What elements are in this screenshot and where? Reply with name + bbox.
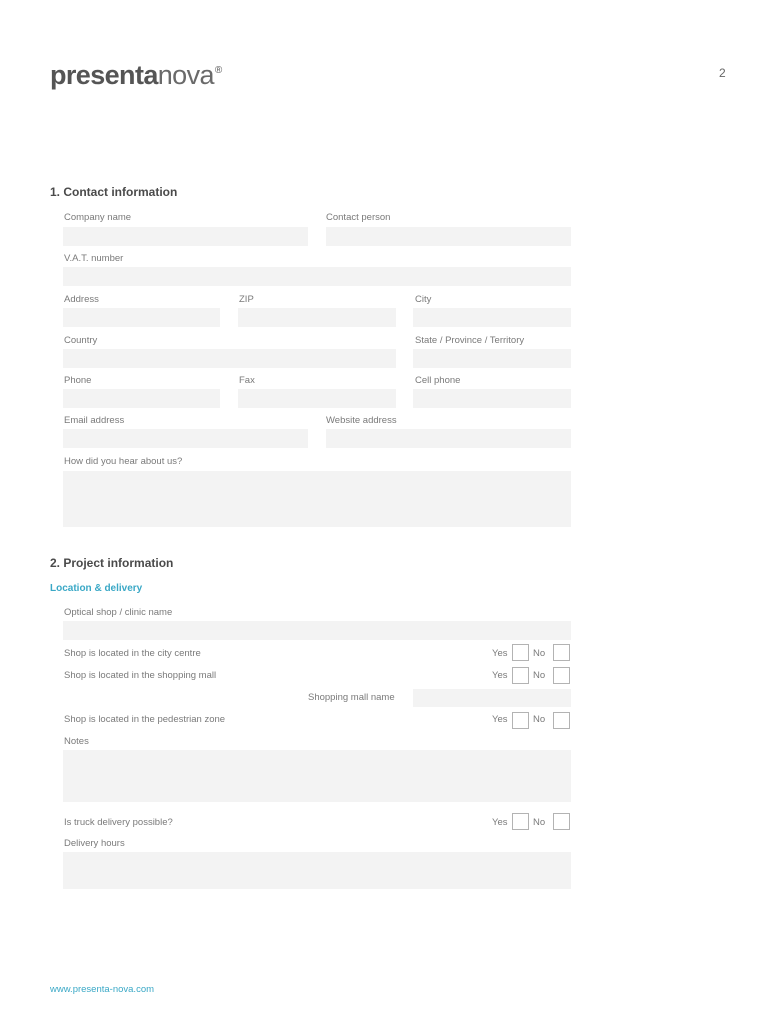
shop-name-label: Optical shop / clinic name (64, 607, 173, 618)
contact-person-field[interactable] (326, 227, 571, 246)
hear-about-textarea[interactable] (63, 471, 571, 527)
fax-label: Fax (239, 375, 255, 386)
city-centre-yes-checkbox[interactable] (512, 644, 529, 661)
pedestrian-zone-yes-checkbox[interactable] (512, 712, 529, 729)
project-section-title: 2. Project information (50, 556, 174, 570)
truck-delivery-label: Is truck delivery possible? (64, 817, 173, 828)
zip-field[interactable] (238, 308, 396, 327)
state-field[interactable] (413, 349, 571, 368)
city-label: City (415, 294, 432, 305)
cell-phone-field[interactable] (413, 389, 571, 408)
hear-about-label: How did you hear about us? (64, 456, 183, 467)
shopping-mall-yes-label: Yes (492, 670, 508, 681)
city-centre-label: Shop is located in the city centre (64, 648, 201, 659)
shop-name-field[interactable] (63, 621, 571, 640)
country-label: Country (64, 335, 98, 346)
pedestrian-zone-label: Shop is located in the pedestrian zone (64, 714, 226, 725)
logo-regular-text: nova (157, 60, 214, 90)
address-label: Address (64, 294, 99, 305)
truck-delivery-yes-label: Yes (492, 817, 508, 828)
website-label: Website address (326, 415, 397, 426)
page-number: 2 (719, 66, 726, 80)
contact-person-label: Contact person (326, 212, 391, 223)
phone-label: Phone (64, 375, 92, 386)
pedestrian-zone-no-checkbox[interactable] (553, 712, 570, 729)
logo-bold-text: presenta (50, 60, 158, 90)
website-field[interactable] (326, 429, 571, 448)
city-centre-no-checkbox[interactable] (553, 644, 570, 661)
city-field[interactable] (413, 308, 571, 327)
notes-label: Notes (64, 736, 89, 747)
truck-delivery-yes-checkbox[interactable] (512, 813, 529, 830)
email-field[interactable] (63, 429, 308, 448)
zip-label: ZIP (239, 294, 254, 305)
mall-name-label: Shopping mall name (308, 692, 395, 703)
mall-name-field[interactable] (413, 689, 571, 707)
registered-mark: ® (214, 65, 222, 76)
location-delivery-subtitle: Location & delivery (50, 583, 143, 594)
company-name-field[interactable] (63, 227, 308, 246)
country-field[interactable] (63, 349, 396, 368)
delivery-hours-label: Delivery hours (64, 838, 125, 849)
state-label: State / Province / Territory (415, 335, 525, 346)
contact-section-title: 1. Contact information (50, 185, 178, 199)
shopping-mall-yes-checkbox[interactable] (512, 667, 529, 684)
shopping-mall-label: Shop is located in the shopping mall (64, 670, 217, 681)
pedestrian-zone-no-label: No (533, 714, 546, 725)
truck-delivery-no-label: No (533, 817, 546, 828)
delivery-hours-textarea[interactable] (63, 852, 571, 889)
pedestrian-zone-yes-label: Yes (492, 714, 508, 725)
truck-delivery-no-checkbox[interactable] (553, 813, 570, 830)
fax-field[interactable] (238, 389, 396, 408)
notes-textarea[interactable] (63, 750, 571, 802)
phone-field[interactable] (63, 389, 220, 408)
vat-number-field[interactable] (63, 267, 571, 286)
footer-website-link[interactable]: www.presenta-nova.com (50, 984, 155, 995)
shopping-mall-no-label: No (533, 670, 546, 681)
presentanova-logo (50, 58, 222, 92)
email-label: Email address (64, 415, 125, 426)
company-name-label: Company name (64, 212, 132, 223)
city-centre-yes-label: Yes (492, 648, 508, 659)
city-centre-no-label: No (533, 648, 546, 659)
shopping-mall-no-checkbox[interactable] (553, 667, 570, 684)
vat-number-label: V.A.T. number (64, 253, 124, 264)
address-field[interactable] (63, 308, 220, 327)
cell-phone-label: Cell phone (415, 375, 461, 386)
